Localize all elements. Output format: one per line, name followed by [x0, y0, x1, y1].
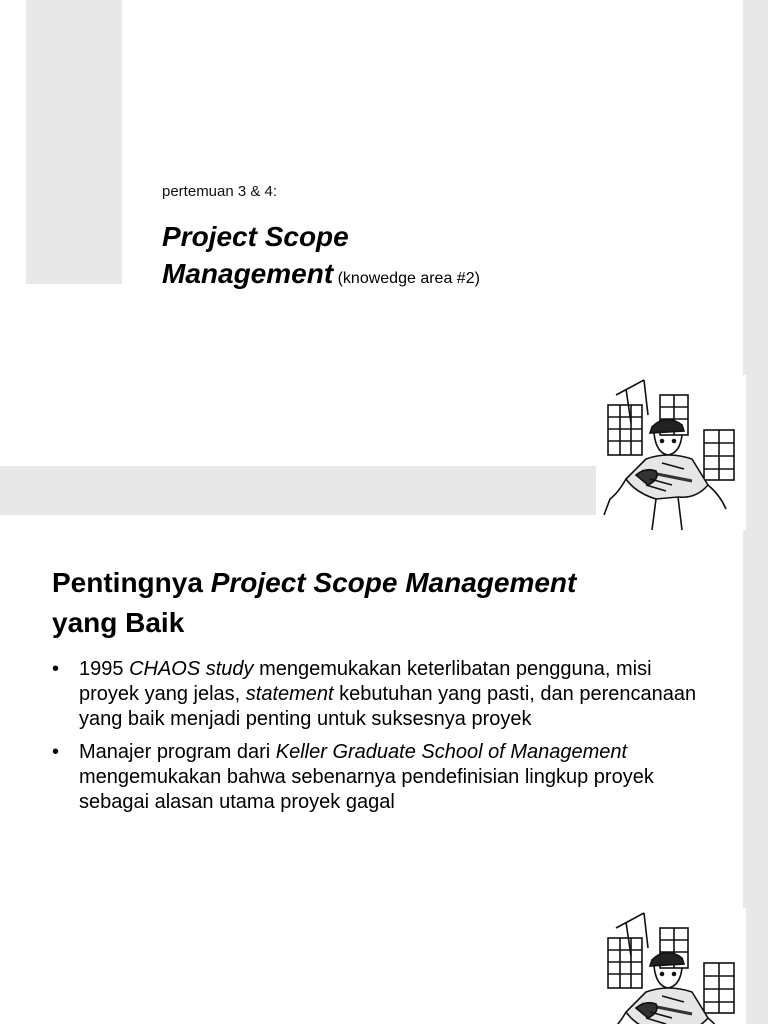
- construction-worker-clipart-icon: [596, 375, 746, 530]
- bullet-list: [52, 657, 712, 823]
- accent-bar: [26, 0, 122, 284]
- bullet-marker: •: [52, 658, 60, 680]
- bullet-text: mengemukakan keterlibatan pengguna, misi proyek yang jelas,: [79, 658, 652, 705]
- heading-prefix: Pentingnya: [52, 567, 211, 598]
- bullet-text: 1995: [79, 658, 130, 680]
- bullet-item: [52, 657, 712, 732]
- construction-worker-clipart-icon: [596, 908, 746, 1024]
- heading-italic: Project Scope Management: [210, 567, 577, 598]
- title-line-2: Management: [162, 258, 334, 289]
- heading-suffix: yang Baik: [52, 607, 185, 638]
- construction-worker-clipart-icon: [596, 908, 746, 1024]
- bullet-text: mengemukakan bahwa sebenarnya pendefinisian lingkup proyek sebagai alasan utama proyek gagal: [79, 766, 654, 813]
- bullet-text: Manajer program dari: [79, 741, 276, 763]
- slide-heading: [52, 563, 712, 643]
- construction-worker-clipart-icon: [596, 375, 746, 530]
- bullet-italic: CHAOS study: [129, 658, 254, 680]
- bullet-marker: •: [52, 741, 60, 763]
- slide-subtitle: pertemuan 3 & 4:: [162, 183, 278, 200]
- title-note: (knowedge area #2): [333, 270, 480, 287]
- bullet-text: kebutuhan yang pasti, dan perencanaan yang baik menjadi penting untuk suksesnya proyek: [79, 683, 697, 730]
- slide-title: [162, 218, 642, 297]
- bullet-item: [52, 740, 712, 815]
- title-line-1: Project Scope: [162, 221, 349, 252]
- bullet-italic: Keller Graduate School of Management: [275, 741, 628, 763]
- bullet-italic: statement: [245, 683, 334, 705]
